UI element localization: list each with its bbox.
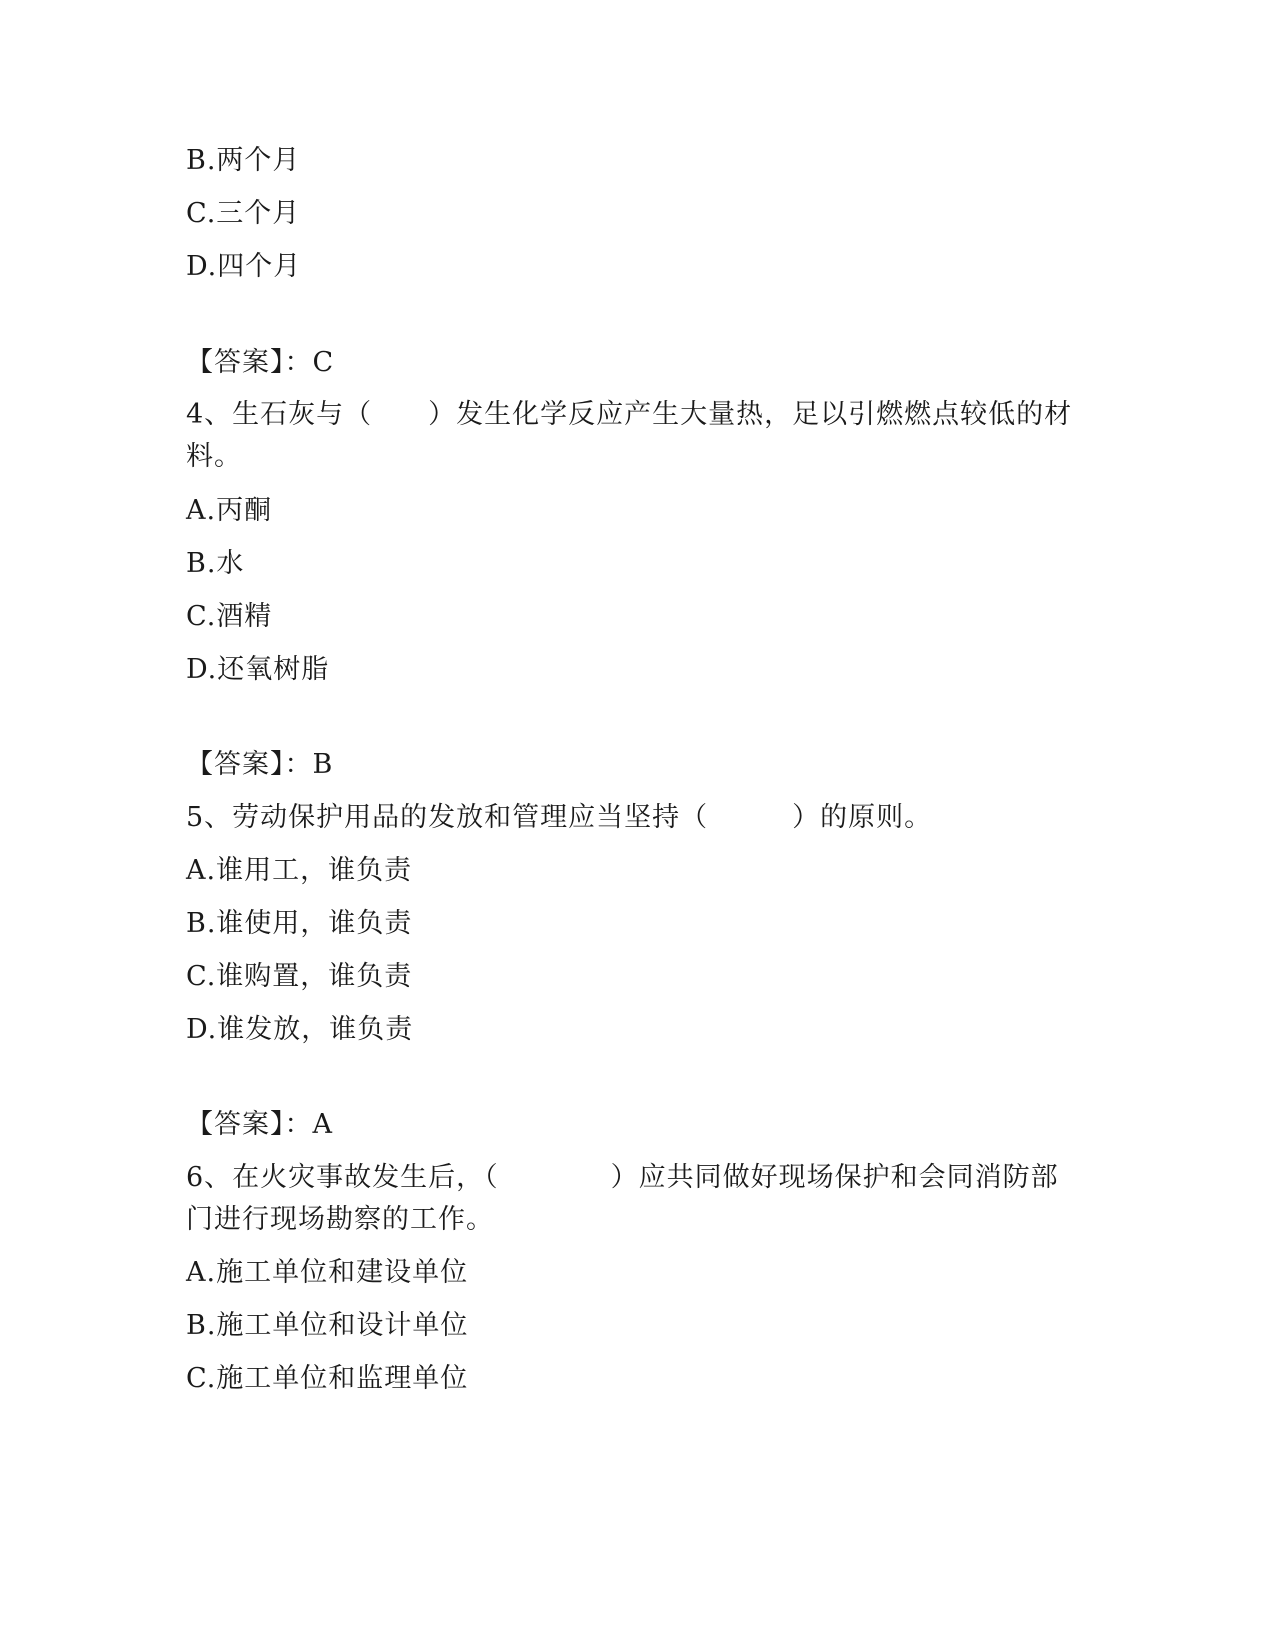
question-4-option-a: A.丙酮 (186, 495, 273, 526)
question-6-stem: 6、在火灾事故发生后，（ ）应共同做好现场保护和会同消防部 (186, 1162, 1059, 1193)
option-b: B.两个月 (186, 145, 301, 176)
question-5-option-d: D.谁发放，谁负责 (186, 1014, 414, 1045)
question-5-answer: 【答案】：A (186, 1109, 333, 1140)
question-4-answer: 【答案】：B (186, 749, 334, 780)
question-4-option-b: B.水 (186, 548, 245, 579)
question-4-stem: 4、生石灰与（ ）发生化学反应产生大量热，足以引燃燃点较低的材 (186, 399, 1073, 430)
question-6-stem-cont: 门进行现场勘察的工作。 (186, 1204, 494, 1235)
question-5-option-c: C.谁购置，谁负责 (186, 961, 413, 992)
question-6-option-c: C.施工单位和监理单位 (186, 1363, 469, 1394)
question-6-option-b: B.施工单位和设计单位 (186, 1310, 469, 1341)
question-5-stem: 5、劳动保护用品的发放和管理应当坚持（ ）的原则。 (186, 802, 933, 833)
question-4-stem-cont: 料。 (186, 441, 242, 472)
question-5-option-a: A.谁用工，谁负责 (186, 855, 413, 886)
question-5-option-b: B.谁使用，谁负责 (186, 908, 413, 939)
answer-label: 【答案】：C (186, 347, 335, 378)
question-4-option-d: D.还氧树脂 (186, 654, 330, 685)
option-d: D.四个月 (186, 251, 302, 282)
option-c: C.三个月 (186, 198, 301, 229)
question-6-option-a: A.施工单位和建设单位 (186, 1257, 469, 1288)
question-4-option-c: C.酒精 (186, 601, 273, 632)
